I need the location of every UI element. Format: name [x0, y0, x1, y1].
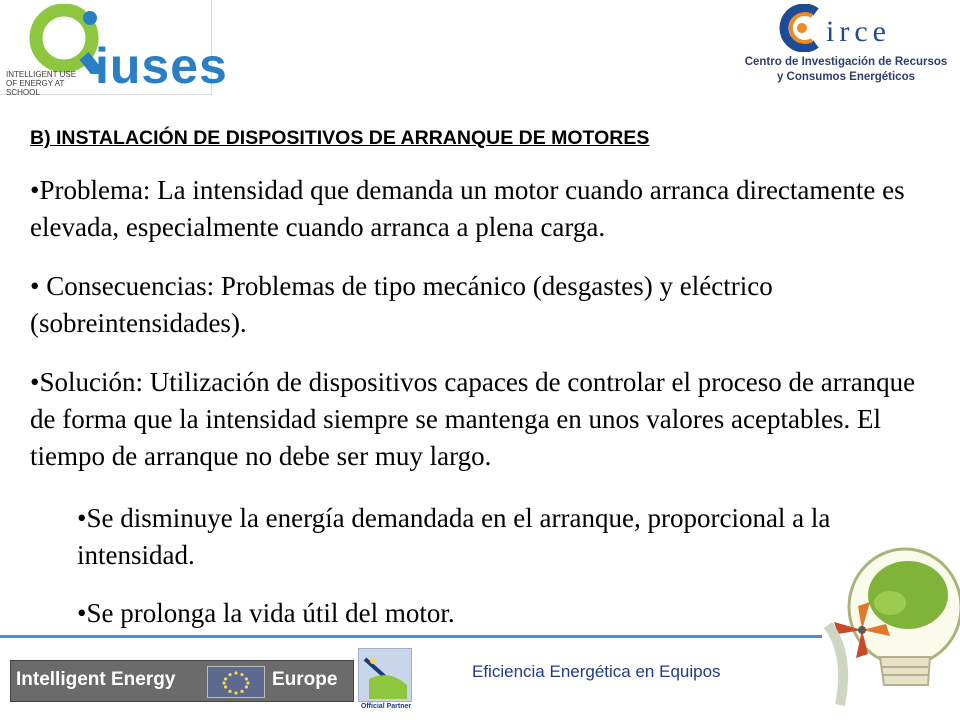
- iuses-wordmark: iuses: [95, 38, 228, 94]
- circe-c-icon: [772, 4, 828, 52]
- sub-bullet-vida-util: •Se prolonga la vida útil del motor.: [77, 598, 455, 628]
- section-heading: B) INSTALACIÓN DE DISPOSITIVOS DE ARRANQUE DE MOTORES: [30, 127, 650, 149]
- footer-divider: [0, 635, 822, 638]
- lightbulb-globe-icon: [820, 545, 960, 720]
- eu-flag-icon: [207, 666, 265, 698]
- circe-subtitle: Centro de Investigación de Recursos y Consumos Energéticos: [744, 56, 948, 83]
- europe-label: Europe: [272, 669, 338, 690]
- official-partner-label: Official Partner: [360, 703, 412, 710]
- bullet-solucion: •Solución: Utilización de dispositivos capaces de controlar el proceso de arranque de forma que la intensidad siempre se mantenga en unos valores aceptables. El tiempo de arranque no debe ser muy largo.: [30, 367, 916, 471]
- bullet-consecuencias: • Consecuencias: Problemas de tipo mecánico (desgastes) y eléctrico (sobreintensidades).: [30, 271, 773, 338]
- intelligent-energy-label: Intelligent Energy: [16, 669, 176, 690]
- iuses-logo: [0, 0, 228, 97]
- iuses-caption: INTELLIGENT USE OF ENERGY AT SCHOOL: [6, 70, 77, 97]
- footer-title: Eficiencia Energética en Equipos: [472, 662, 721, 681]
- bullet-problema: •Problema: La intensidad que demanda un motor cuando arranca directamente es elevada, especialmente cuando arranca a plena carga.: [30, 175, 905, 242]
- official-partner-icon: [358, 648, 412, 702]
- circe-wordmark: irce: [826, 15, 891, 48]
- sub-bullet-energia: •Se disminuye la energía demandada en el arranque, proporcional a la intensidad.: [77, 503, 831, 570]
